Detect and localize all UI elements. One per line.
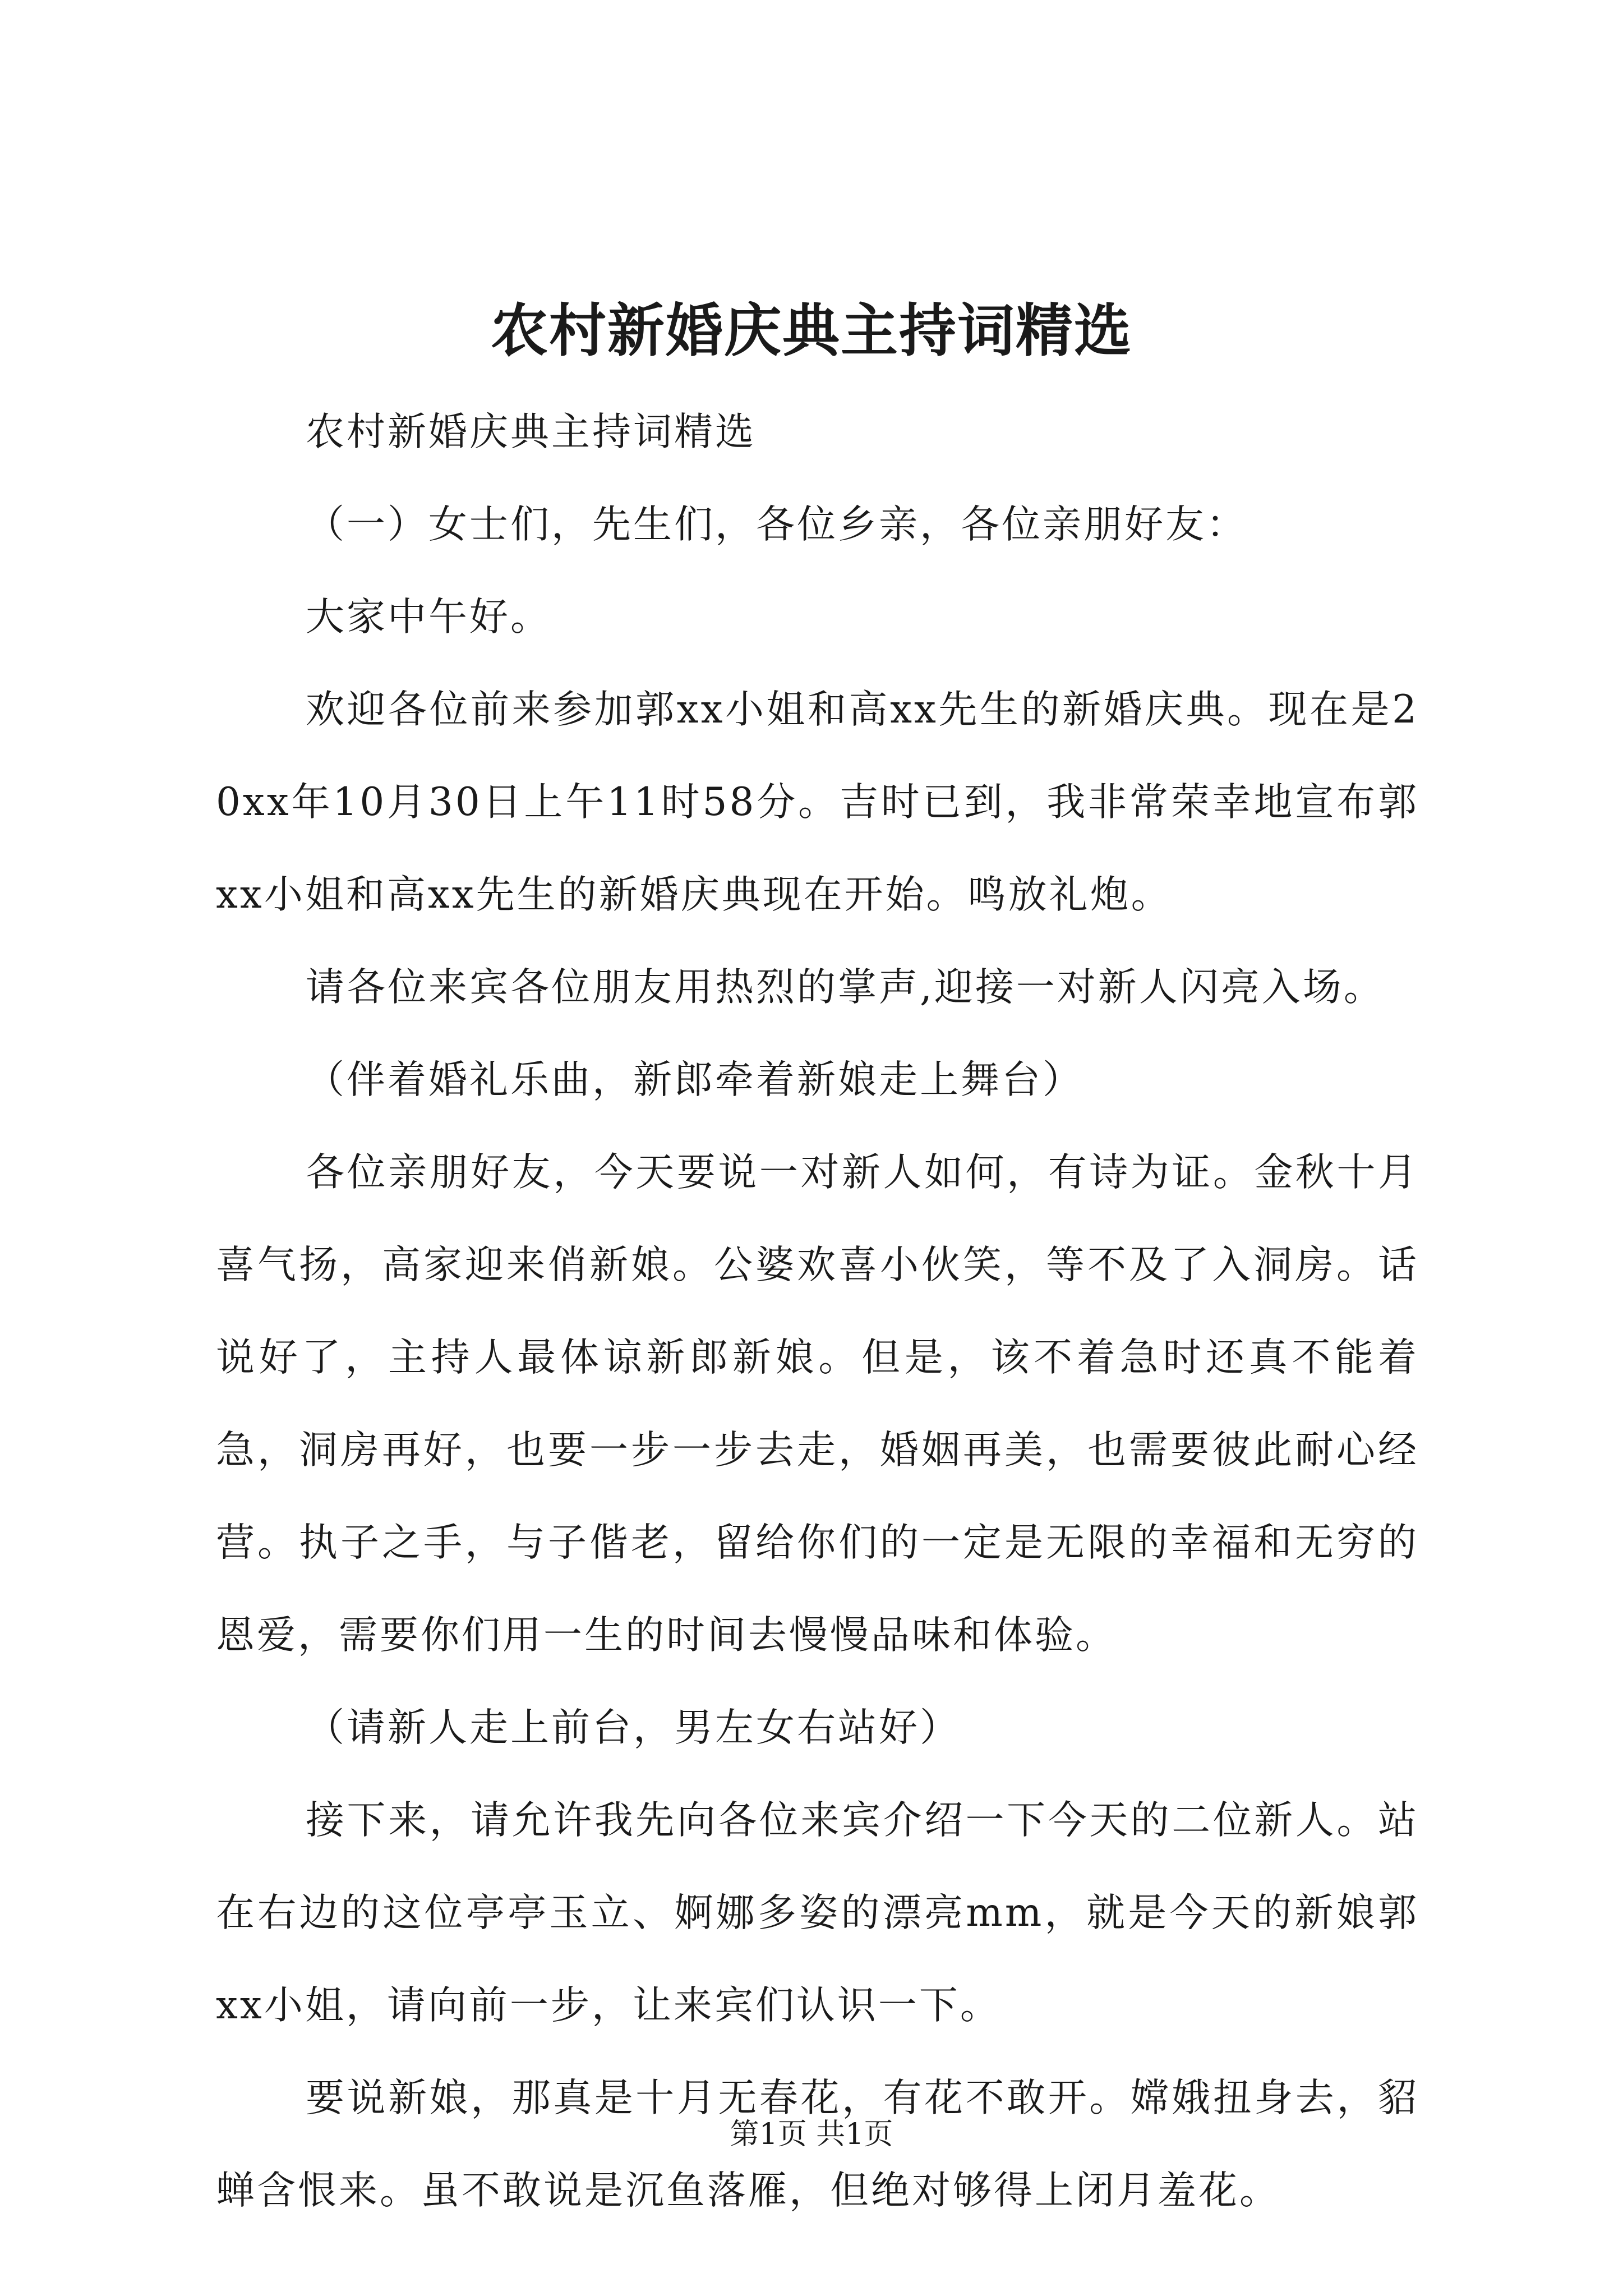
paragraph-bride-praise: 要说新娘，那真是十月无春花，有花不敢开。嫦娥扭身去，貂蝉含恨来。虽不敢说是沉鱼落雁，但绝对够得上闭月羞花。 (216, 2076, 1419, 2213)
paragraph-good-noon: 大家中午好。 (306, 595, 551, 639)
document-title: 农村新婚庆典主持词精选 (491, 297, 1132, 365)
paragraph-introduce-bride: 接下来，请允许我先向各位来宾介绍一下今天的二位新人。站在右边的这位亭亭玉立、婀娜多姿的漂亮mm，就是今天的新娘郭xx小姐，请向前一步，让来宾们认识一下。 (216, 1798, 1419, 2028)
paragraph-stage-direction-music: （伴着婚礼乐曲，新郎牵着新娘走上舞台） (306, 1057, 1083, 1102)
paragraph-subtitle: 农村新婚庆典主持词精选 (306, 409, 756, 454)
paragraph-welcome: 欢迎各位前来参加郭xx小姐和高xx先生的新婚庆典。现在是20xx年10月30日上午11时58分。吉时已到，我非常荣幸地宣布郭xx小姐和高xx先生的新婚庆典现在开始。鸣放礼炮。 (216, 687, 1419, 917)
paragraph-stage-direction-positions: （请新人走上前台，男左女右站好） (306, 1705, 961, 1750)
paragraph-poem: 各位亲朋好友，今天要说一对新人如何，有诗为证。金秋十月喜气扬，高家迎来俏新娘。公婆欢喜小伙笑，等不及了入洞房。话说好了，主持人最体谅新郎新娘。但是，该不着急时还真不能着急，洞房再好，也要一步一步去走，婚姻再美，也需要彼此耐心经营。执子之手，与子偕老，留给你们的一定是无限的幸福和无穷的恩爱，需要你们用一生的时间去慢慢品味和体验。 (216, 1150, 1419, 1658)
page-footer: 第1页 共1页 (730, 2118, 893, 2151)
paragraph-greeting: （一）女士们，先生们，各位乡亲，各位亲朋好友： (306, 502, 1247, 547)
paragraph-applause: 请各位来宾各位朋友用热烈的掌声,迎接一对新人闪亮入场。 (306, 965, 1385, 1010)
document-body (216, 386, 1419, 2237)
